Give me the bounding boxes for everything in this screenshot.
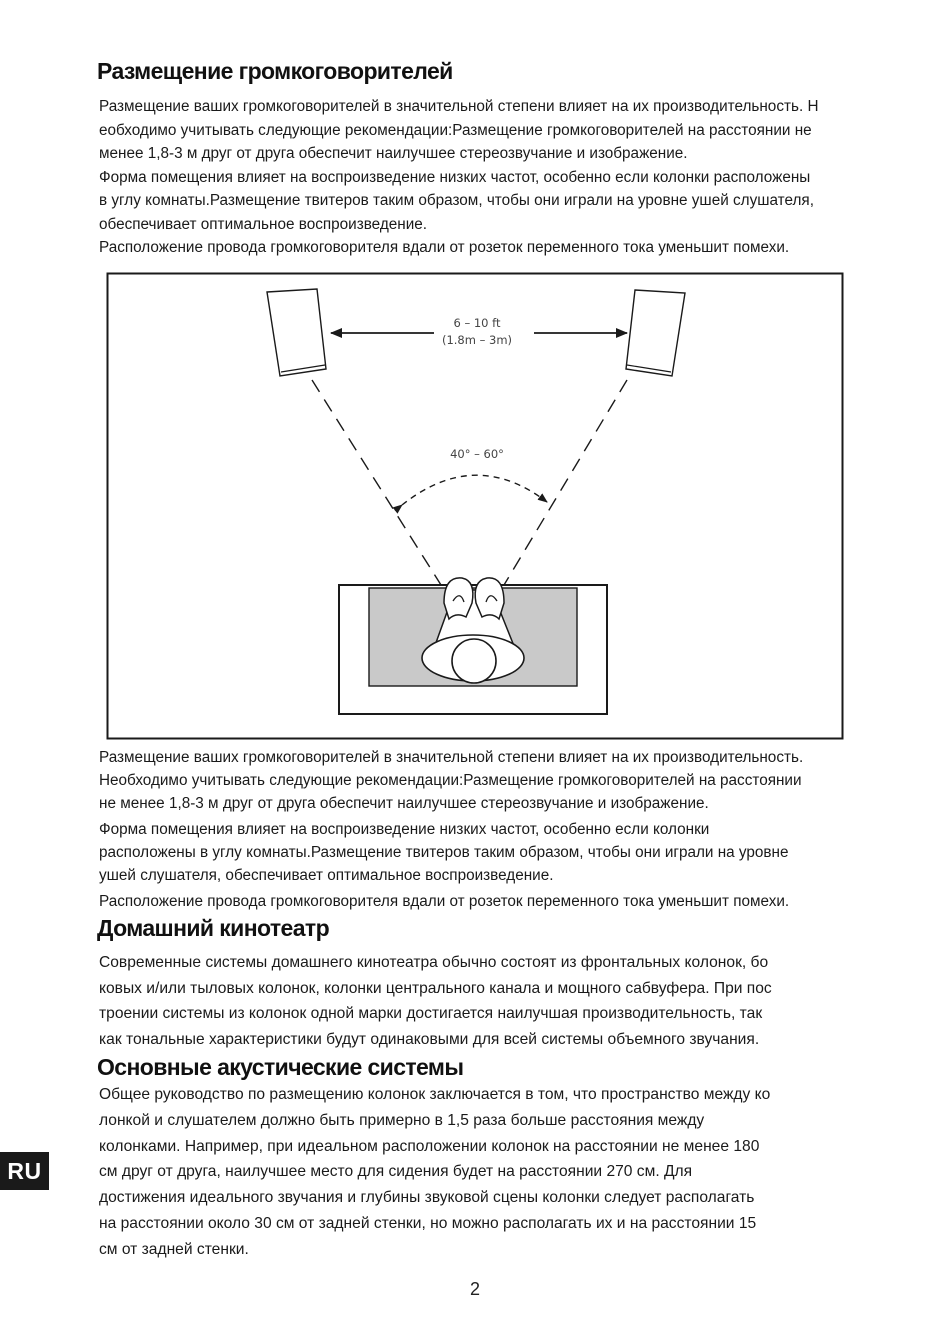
angle-arc xyxy=(402,475,547,505)
placement-paragraph-3: Расположение провода громкоговорителя вдали от розеток переменного тока уменьшит помехи. xyxy=(99,893,790,910)
home-theater-paragraph: Современные системы домашнего кинотеатра обычно состоят из фронтальных колонок, бо ковых и/или тыловых колонок, колонки центрального канала и мощного сабвуфера. При пос троении системы из колонок одной марки достигается наилучшая производительность, так как тональные характеристики будут одинаковыми для всей системы объемного звучания. xyxy=(99,954,772,1048)
section-title-speaker-placement: Размещение громкоговорителей xyxy=(97,58,453,84)
section-title-main-speakers: Основные акустические системы xyxy=(97,1054,464,1080)
speaker-placement-paragraph: Размещение ваших громкоговорителей в значительной степени влияет на их производительность. Н еобходимо учитывать следующие рекомендации:Размещение громкоговорителей на расстоянии не менее 1,8-3 м друг от друга обеспечит наилучшее стереозвучание и изображение. Форма помещения влияет на воспроизведение низких частот, особенно если колонки расположены в углу комнаты.Размещение твитеров таким образом, чтобы они играли на уровне ушей слушателя, обеспечивает оптимальное воспроизведение. Расположение провода громкоговорителя вдали от розеток переменного тока уменьшит помехи. xyxy=(99,98,819,256)
main-speakers-paragraph: Общее руководство по размещению колонок заключается в том, что пространство между ко лонкой и слушателем должно быть примерно в 1,5 раза больше расстояния между колонками. Например, при идеальном расположении колонок на расстоянии не менее 180 см друг от друга, наилучшее место для сидения будет на расстоянии 270 см. Для достижения идеального звучания и глубины звуковой сцены колонки следует располагать на расстоянии около 30 см от задней стенки, но можно располагать их и на расстоянии 15 см от задней стенки. xyxy=(99,1086,771,1258)
angle-label: 40° – 60° xyxy=(450,447,504,461)
left-speaker-icon xyxy=(267,289,326,376)
page-number: 2 xyxy=(469,1279,480,1299)
speaker-placement-diagram xyxy=(106,272,846,742)
distance-label-metric: (1.8m – 3m) xyxy=(441,333,513,347)
placement-paragraph-1: Размещение ваших громкоговорителей в значительной степени влияет на их производительность. Необходимо учитывать следующие рекомендации:Размещение громкоговорителей на расстоянии не менее 1,8-3 м друг от друга обеспечит наилучшее стереозвучание и изображение. xyxy=(99,749,804,812)
section-title-home-theater: Домашний кинотеатр xyxy=(97,915,330,941)
right-speaker-icon xyxy=(626,290,685,376)
placement-paragraph-2: Форма помещения влияет на воспроизведение низких частот, особенно если колонки расположены в углу комнаты.Размещение твитеров таким образом, чтобы они играли на уровне ушей слушателя, обеспечивает оптимальное воспроизведение. xyxy=(99,821,789,884)
distance-label: 6 – 10 ft xyxy=(453,316,501,330)
language-tab: RU xyxy=(0,1152,49,1190)
left-sound-line xyxy=(312,380,441,585)
right-sound-line xyxy=(504,380,627,585)
